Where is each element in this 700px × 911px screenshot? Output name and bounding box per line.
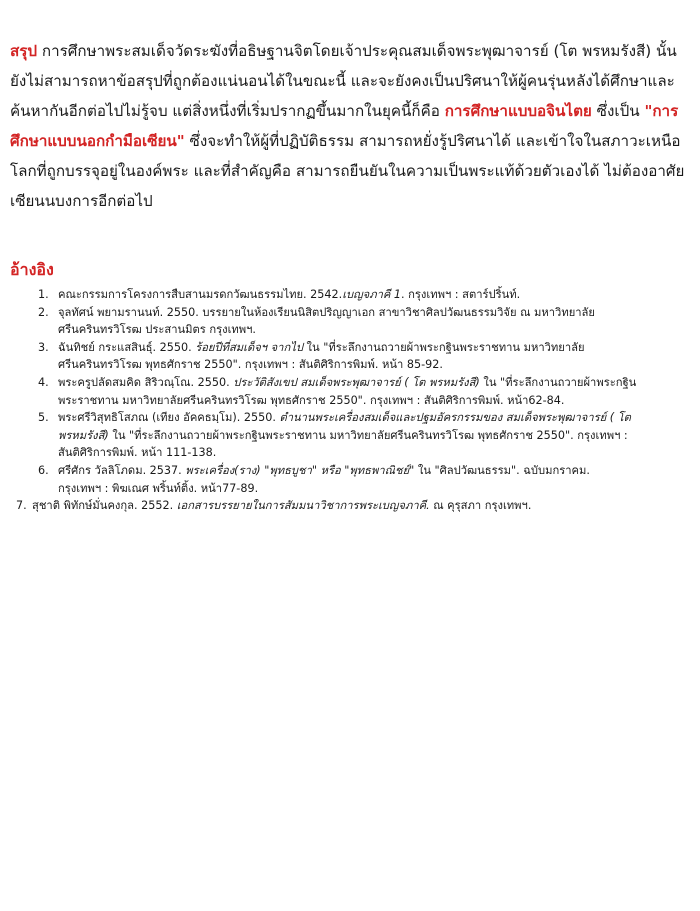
reference-segment: ศรีนครินทรวิโรฒ ประสานมิตร กรุงเทพฯ. <box>58 323 256 337</box>
reference-segment: พระราชทาน มหาวิทยาลัยศรีนครินทรวิโรฒ พุทธศักราช 2550". กรุงเทพฯ : สันติศิริการพิมพ์. หน้า62-84. <box>58 393 565 407</box>
reference-number: 6. <box>38 463 49 477</box>
reference-segment: ฉันทิชย์ กระแสสินธุ์. 2550. <box>58 340 196 354</box>
reference-segment: จุลทัศน์ พยามรานนท์. 2550. บรรยายในห้องเรียนนิสิตปริญญาเอก สาขาวิชาศิลปวัฒนธรรมวิจัย ณ มหาวิทยาลัย <box>58 305 595 319</box>
reference-line <box>58 321 688 339</box>
reference-segment: สันติศิริการพิมพ์. หน้า 111-138. <box>58 446 217 460</box>
reference-segment: ใน "ที่ระลึกงานถวายผ้าพระกฐิน <box>479 375 637 389</box>
reference-line <box>32 497 688 515</box>
reference-number: 4. <box>38 375 49 389</box>
reference-text <box>58 374 688 409</box>
reference-item <box>10 409 688 462</box>
summary-paragraph <box>10 36 688 216</box>
reference-title: พรหมรังสี) <box>58 428 109 442</box>
reference-number: 2. <box>38 305 49 319</box>
reference-line <box>58 286 688 304</box>
reference-segment: ใน "ที่ระลึกงานถวายผ้าพระกฐินพระราชทาน มหาวิทยาลัยศรีนครินทรวิโรฒ พุทธศักราช 2550". กรุงเทพฯ : <box>108 428 628 442</box>
reference-line <box>58 409 688 427</box>
reference-segment: ใน "ที่ระลึกงานถวายผ้าพระกฐินพระราชทาน มหาวิทยาลัย <box>302 340 585 354</box>
reference-number: 3. <box>38 340 49 354</box>
reference-text <box>32 497 688 515</box>
reference-item <box>10 286 688 304</box>
reference-segment: พระศรีวิสุทธิโสภณ (เทียง อัคคธมฺโม). 2550. <box>58 411 280 425</box>
reference-segment: ใน "ศิลปวัฒนธรรม". ฉบับมกราคม. <box>414 463 590 477</box>
reference-item <box>10 374 688 409</box>
reference-title: เบญจภาคี 1 <box>342 288 402 301</box>
reference-item <box>10 462 688 497</box>
reference-line <box>58 462 688 480</box>
reference-segment: สุชาติ พิทักษ์มั่นคงกุล. 2552. <box>32 499 177 513</box>
summary-text-3: ซึ่งจะทำให้ผู้ที่ปฏิบัติธรรม สามารถหยั่งรู้ปริศนาได้ และเข้าใจในสภาวะเหนือโลกที่ถูกบรรจุอยู่ในองค์พระ และที่สำคัญคือ สามารถยืนยันในความเป็นพระแท้ด้วยตัวเองได้ ไม่ต้องอาศัยเซียนนบงการอีกต่อไป <box>10 132 685 210</box>
summary-highlight-2: "การศึกษาแบบนอกกำมือเซียน" <box>10 102 679 150</box>
reference-line <box>58 392 688 410</box>
reference-title: เอกสารบรรยายในการสัมมนาวิชาการพระเบญจภาคี. <box>176 499 430 513</box>
reference-title: ตำนานพระเครื่องสมเด็จและปฐมอัครกรรมของ สมเด็จพระพุฒาจารย์ ( โต <box>279 411 631 425</box>
reference-number: 7. <box>16 499 27 513</box>
reference-line <box>58 480 688 498</box>
reference-number: 1. <box>38 288 49 301</box>
reference-number: 5. <box>38 411 49 425</box>
section-spacer <box>10 216 688 258</box>
reference-segment: กรุงเทพฯ : พิฆเณศ พริ้นท์ติ้ง. หน้า77-89. <box>58 481 259 495</box>
reference-item <box>10 497 688 515</box>
reference-segment: คณะกรรมการโครงการสืบสานมรดกวัฒนธรรมไทย. 2542. <box>58 288 343 301</box>
reference-title: พระเครื่อง(ราง) "พุทธบูชา" หรือ "พุทธพาณิชย์" <box>185 463 415 477</box>
references-heading: อ้างอิง <box>10 260 54 279</box>
reference-segment: ศรีศักร วัลลิโภดม. 2537. <box>58 463 186 477</box>
reference-title: ประวัติสังเขป สมเด็จพระพุฒาจารย์ ( โต พรหมรังสี) <box>233 375 480 389</box>
reference-segment: ศรีนครินทรวิโรฒ พุทธศักราช 2550". กรุงเทพฯ : สันติศิริการพิมพ์. หน้า 85-92. <box>58 358 443 372</box>
reference-line <box>58 444 688 462</box>
summary-text-1: การศึกษาพระสมเด็จวัดระฆังที่อธิษฐานจิตโดยเจ้าประคุณสมเด็จพระพุฒาจารย์ (โต พรหมรังสี) นั้น ยังไม่สามารถหาข้อสรุปที่ถูกต้องแน่นอนได้ในขณะนี้ และจะยังคงเป็นปริศนาให้ผู้คนรุ่นหลังได้ศึกษาและค้นหากันอีกต่อไปไม่รู้จบ แต่สิ่งหนึ่งที่เริ่มปรากฏขึ้นมากในยุคนี้ก็คือ <box>10 42 677 120</box>
reference-text <box>58 339 688 374</box>
reference-line <box>58 339 688 357</box>
reference-segment: พระครูปลัดสมคิด สิริวณฺโณ. 2550. <box>58 375 234 389</box>
reference-line <box>58 374 688 392</box>
summary-text-2: ซึ่งเป็น <box>591 102 645 120</box>
reference-text <box>58 286 688 304</box>
references-list <box>10 286 688 515</box>
reference-text <box>58 304 688 339</box>
reference-segment: ณ คุรุสภา กรุงเทพฯ. <box>429 499 532 513</box>
summary-highlight-1: การศึกษาแบบอจินไตย <box>444 102 592 120</box>
reference-item <box>10 304 688 339</box>
reference-item <box>10 339 688 374</box>
summary-label: สรุป <box>10 42 38 60</box>
reference-line <box>58 427 688 445</box>
reference-text <box>58 462 688 497</box>
reference-text <box>58 409 688 462</box>
reference-line <box>58 356 688 374</box>
reference-line <box>58 304 688 322</box>
reference-title: ร้อยปีที่สมเด็จฯ จากไป <box>195 340 303 354</box>
reference-segment: . กรุงเทพฯ : สตาร์ปริ้นท์. <box>401 288 521 301</box>
